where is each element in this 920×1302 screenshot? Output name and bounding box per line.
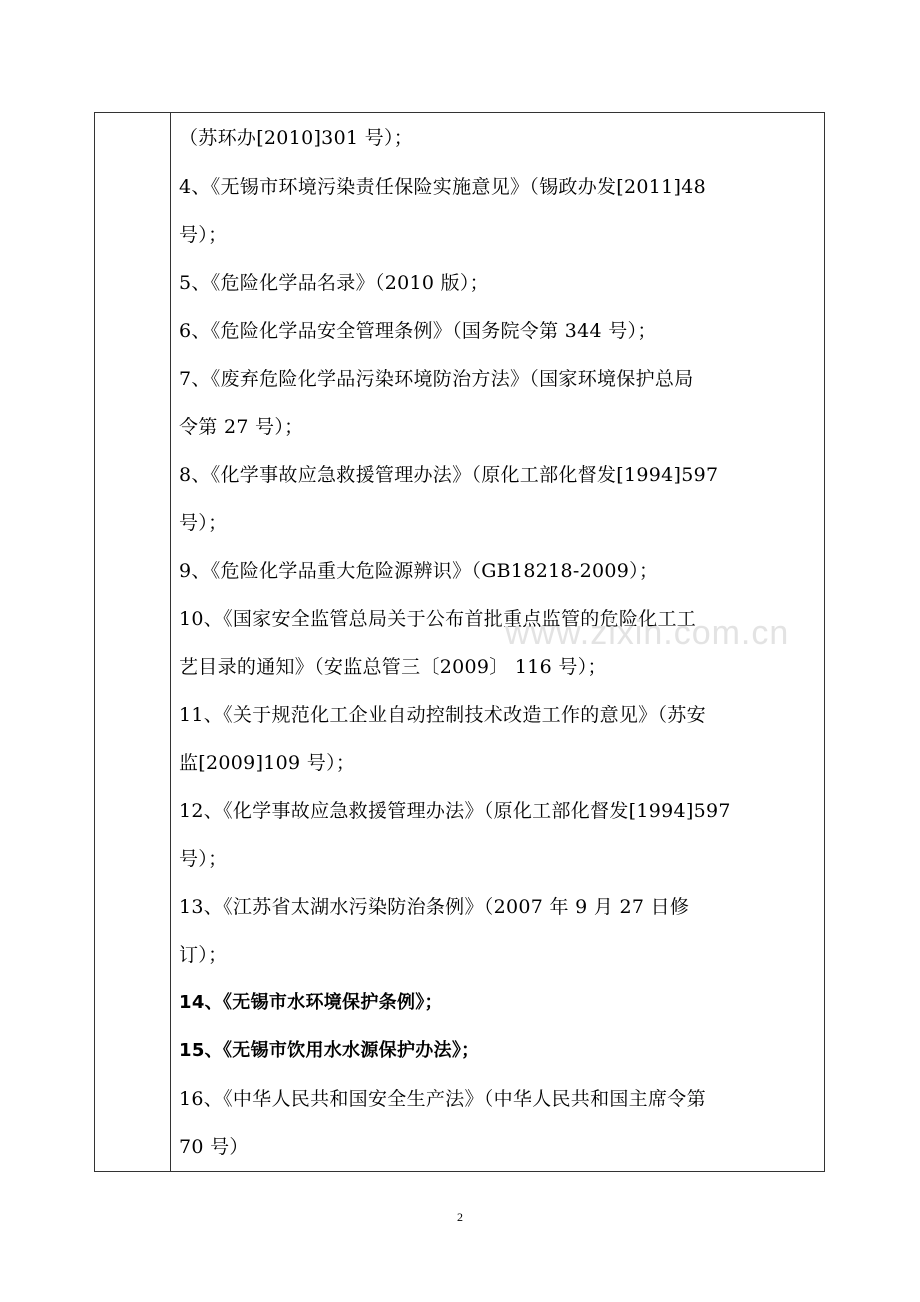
text-line: 70 号） [179,1136,249,1158]
text-line: 16、《中华人民共和国安全生产法》（中华人民共和国主席令第 [179,1088,706,1110]
text-line: 6、《危险化学品安全管理条例》（国务院令第 344 号）； [179,320,657,342]
page-number: 2 [457,1210,463,1224]
text-line: 5、《危险化学品名录》（2010 版）； [179,272,489,294]
text-line: 11、《关于规范化工企业自动控制技术改造工作的意见》（苏安 [179,704,706,726]
text-line: 14、《无锡市水环境保护条例》； [179,992,443,1013]
text-line: 4、《无锡市环境污染责任保险实施意见》（锡政办发[2011]48 [179,176,707,198]
text-line: 13、《江苏省太湖水污染防治条例》（2007 年 9 月 27 日修 [179,896,690,918]
table-left-column [95,113,171,1171]
text-line: 号）； [179,848,228,870]
text-line: 10、《国家安全监管总局关于公布首批重点监管的危险化工工 [179,608,697,630]
text-line: 号）； [179,224,228,246]
text-line: 9、《危险化学品重大危险源辨识》（GB18218-2009）； [179,560,659,582]
text-line: 7、《废弃危险化学品污染环境防治方法》（国家环境保护总局 [179,368,694,390]
text-line: 艺目录的通知》（安监总管三〔2009〕 116 号）； [179,656,607,678]
text-line: 监[2009]109 号）； [179,752,356,774]
text-line: 8、《化学事故应急救援管理办法》（原化工部化督发[1994]597 [179,464,719,486]
text-line: 订）； [179,944,228,966]
text-line: 12、《化学事故应急救援管理办法》（原化工部化督发[1994]597 [179,800,731,822]
text-line: 令第 27 号）； [179,416,304,438]
watermark: www.zixin.com.cn [505,614,790,652]
text-line: 15、《无锡市饮用水水源保护办法》； [179,1040,480,1061]
text-line: （苏环办[2010]301 号）； [179,127,414,149]
text-line: 号）； [179,512,228,534]
